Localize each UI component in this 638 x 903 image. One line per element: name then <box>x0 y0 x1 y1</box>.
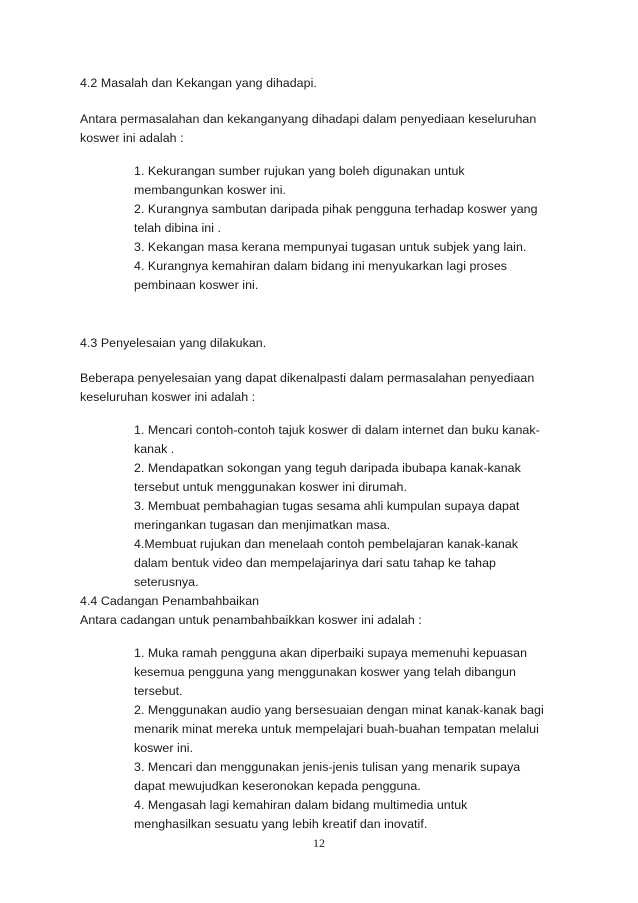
section-intro-line: Beberapa penyelesaian yang dapat dikenalpasti dalam permasalahan penyediaan <box>80 371 535 385</box>
section-intro-line: koswer ini adalah : <box>80 131 184 145</box>
list-item-line: meringankan tugasan dan menjimatkan masa. <box>134 518 391 532</box>
section-heading-4-3: 4.3 Penyelesaian yang dilakukan. <box>80 336 267 350</box>
list-item-line: 3. Kekangan masa kerana mempunyai tugasan untuk subjek yang lain. <box>134 240 527 254</box>
list-item-line: kanak . <box>134 442 175 456</box>
list-item-line: tersebut untuk menggunakan koswer ini dirumah. <box>134 480 407 494</box>
list-item-line: seterusnya. <box>134 575 199 589</box>
section-heading-4-2: 4.2 Masalah dan Kekangan yang dihadapi. <box>80 76 317 90</box>
list-item-line: 1. Kekurangan sumber rujukan yang boleh digunakan untuk <box>134 164 465 178</box>
list-item-line: telah dibina ini . <box>134 221 222 235</box>
section-intro-line: Antara cadangan untuk penambahbaikkan koswer ini adalah : <box>80 613 422 627</box>
list-item-line: 3. Mencari dan menggunakan jenis-jenis tulisan yang menarik supaya <box>134 760 521 774</box>
list-item-line: 4. Kurangnya kemahiran dalam bidang ini menyukarkan lagi proses <box>134 259 508 273</box>
page-number: 12 <box>313 836 325 850</box>
section-intro-line: keseluruhan koswer ini adalah : <box>80 390 256 404</box>
list-item-line: 4.Membuat rujukan dan menelaah contoh pembelajaran kanak-kanak <box>134 537 519 551</box>
list-item-line: pembinaan koswer ini. <box>134 278 259 292</box>
list-item-line: dalam bentuk video dan mempelajarinya dari satu tahap ke tahap <box>134 556 496 570</box>
list-item-line: membangunkan koswer ini. <box>134 183 287 197</box>
list-item-line: menghasilkan sesuatu yang lebih kreatif dan inovatif. <box>134 817 428 831</box>
list-item-line: 4. Mengasah lagi kemahiran dalam bidang multimedia untuk <box>134 798 468 812</box>
list-item-line: 3. Membuat pembahagian tugas sesama ahli kumpulan supaya dapat <box>134 499 520 513</box>
list-item-line: koswer ini. <box>134 741 194 755</box>
list-item-line: kesemua pengguna yang menggunakan koswer yang telah dibangun <box>134 665 516 679</box>
section-heading-4-4: 4.4 Cadangan Penambahbaikan <box>80 594 260 608</box>
section-intro-line: Antara permasalahan dan kekanganyang dihadapi dalam penyediaan keseluruhan <box>80 112 537 126</box>
list-item-line: tersebut. <box>134 684 183 698</box>
list-item-line: 2. Kurangnya sambutan daripada pihak pengguna terhadap koswer yang <box>134 202 538 216</box>
list-item-line: 2. Mendapatkan sokongan yang teguh daripada ibubapa kanak-kanak <box>134 461 521 475</box>
list-item-line: 1. Muka ramah pengguna akan diperbaiki supaya memenuhi kepuasan <box>134 646 528 660</box>
list-item-line: 1. Mencari contoh-contoh tajuk koswer di dalam internet dan buku kanak- <box>134 423 540 437</box>
list-item-line: menarik minat mereka untuk mempelajari buah-buahan tempatan melalui <box>134 722 539 736</box>
list-item-line: 2. Menggunakan audio yang bersesuaian dengan minat kanak-kanak bagi <box>134 703 544 717</box>
list-item-line: dapat mewujudkan keseronokan kepada pengguna. <box>134 779 421 793</box>
